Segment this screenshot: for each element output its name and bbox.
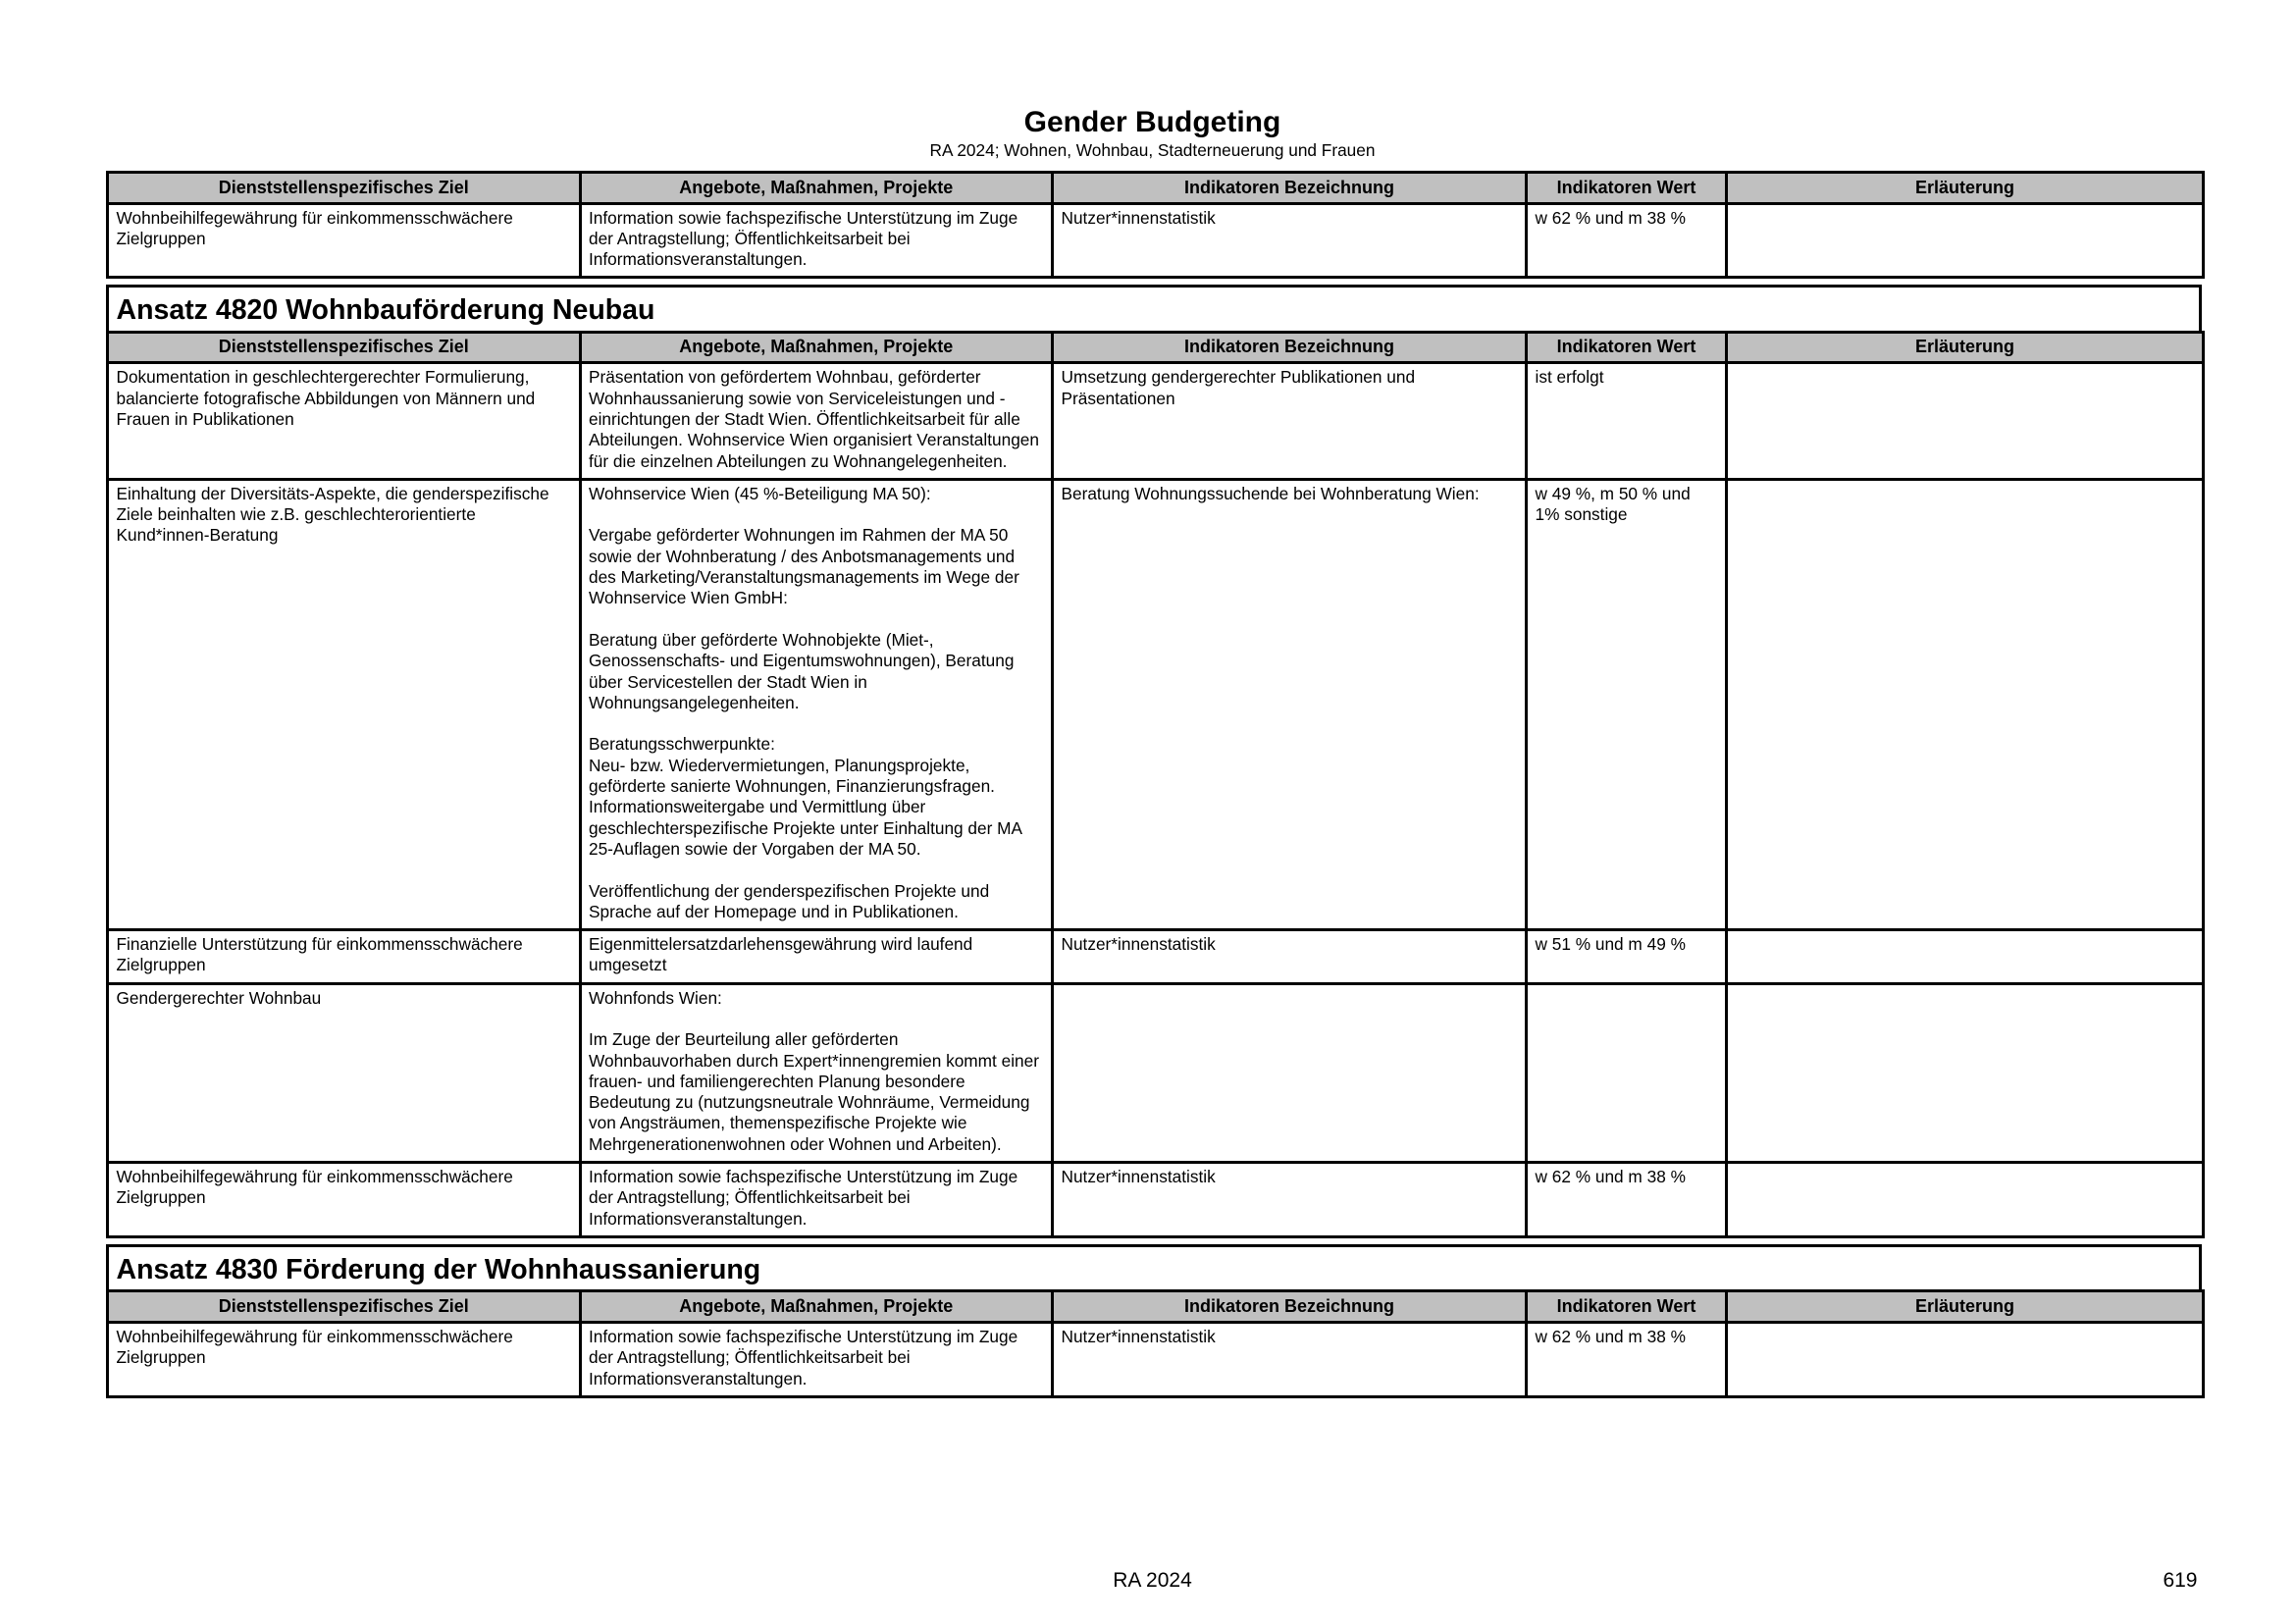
cell-massnahmen: Information sowie fachspezifische Unterstützung im Zuge der Antragstellung; Öffentlichkeitsarbeit bei Informationsveranstaltungen.: [580, 203, 1053, 278]
col-header-indikator-wert: Indikatoren Wert: [1527, 1291, 1727, 1323]
table-ansatz-4830: [106, 1289, 2205, 1397]
col-header-ziel: Dienststellenspezifisches Ziel: [108, 173, 581, 204]
section-ansatz-4830: [106, 1244, 2202, 1398]
col-header-erlaeuterung: Erläuterung: [1727, 332, 2204, 363]
section-title: Ansatz 4830 Förderung der Wohnhaussanierung: [106, 1244, 2202, 1290]
section-title: Ansatz 4820 Wohnbauförderung Neubau: [106, 285, 2202, 331]
col-header-erlaeuterung: Erläuterung: [1727, 1291, 2204, 1323]
table-top: [106, 171, 2205, 279]
cell-erlaeuterung: [1727, 983, 2204, 1162]
section-ansatz-4820: [106, 285, 2202, 1238]
cell-indikator-bezeichnung: [1053, 983, 1527, 1162]
table-row: [108, 1322, 2204, 1396]
page-header: [0, 106, 2295, 161]
cell-erlaeuterung: [1727, 479, 2204, 929]
cell-indikator-wert: w 51 % und m 49 %: [1527, 930, 1727, 984]
col-header-indikator-bezeichnung: Indikatoren Bezeichnung: [1053, 332, 1527, 363]
col-header-massnahmen: Angebote, Maßnahmen, Projekte: [580, 332, 1053, 363]
cell-massnahmen: Präsentation von gefördertem Wohnbau, geförderter Wohnhaussanierung sowie von Serviceleistungen und -einrichtungen der Stadt Wien. Öffentlichkeitsarbeit für alle Abteilungen. Wohnservice Wien organisiert Veranstaltungen für die einzelnen Abteilungen zu Wohnangelegenheiten.: [580, 363, 1053, 479]
cell-erlaeuterung: [1727, 363, 2204, 479]
cell-massnahmen: Information sowie fachspezifische Unterstützung im Zuge der Antragstellung; Öffentlichkeitsarbeit bei Informationsveranstaltungen.: [580, 1322, 1053, 1396]
col-header-indikator-bezeichnung: Indikatoren Bezeichnung: [1053, 1291, 1527, 1323]
table-row: [108, 363, 2204, 479]
cell-ziel: Wohnbeihilfegewährung für einkommensschwächere Zielgruppen: [108, 203, 581, 278]
table-header-row: [108, 332, 2204, 363]
table-row: [108, 1163, 2204, 1237]
cell-indikator-wert: w 49 %, m 50 % und 1% sonstige: [1527, 479, 1727, 929]
cell-indikator-wert: w 62 % und m 38 %: [1527, 1322, 1727, 1396]
page-subtitle: RA 2024; Wohnen, Wohnbau, Stadterneuerung und Frauen: [929, 139, 1376, 160]
table-row: [108, 203, 2204, 278]
col-header-ziel: Dienststellenspezifisches Ziel: [108, 332, 581, 363]
cell-ziel: Finanzielle Unterstützung für einkommensschwächere Zielgruppen: [108, 930, 581, 984]
cell-indikator-wert: ist erfolgt: [1527, 363, 1727, 479]
col-header-indikator-wert: Indikatoren Wert: [1527, 332, 1727, 363]
page-number: 619: [2163, 1569, 2198, 1592]
col-header-massnahmen: Angebote, Maßnahmen, Projekte: [580, 1291, 1053, 1323]
cell-indikator-wert: w 62 % und m 38 %: [1527, 1163, 1727, 1237]
cell-massnahmen: Eigenmittelersatzdarlehensgewährung wird laufend umgesetzt: [580, 930, 1053, 984]
col-header-indikator-wert: Indikatoren Wert: [1527, 173, 1727, 204]
col-header-indikator-bezeichnung: Indikatoren Bezeichnung: [1053, 173, 1527, 204]
cell-indikator-bezeichnung: Nutzer*innenstatistik: [1053, 1163, 1527, 1237]
cell-ziel: Einhaltung der Diversitäts-Aspekte, die genderspezifische Ziele beinhalten wie z.B. geschlechterorientierte Kund*innen-Beratung: [108, 479, 581, 929]
cell-ziel: Dokumentation in geschlechtergerechter Formulierung, balancierte fotografische Abbildungen von Männern und Frauen in Publikationen: [108, 363, 581, 479]
cell-erlaeuterung: [1727, 1322, 2204, 1396]
table-ansatz-4820: [106, 331, 2205, 1238]
table-row: [108, 930, 2204, 984]
footer-document-label: RA 2024: [1113, 1569, 1192, 1592]
cell-ziel: Gendergerechter Wohnbau: [108, 983, 581, 1162]
col-header-erlaeuterung: Erläuterung: [1727, 173, 2204, 204]
cell-erlaeuterung: [1727, 930, 2204, 984]
cell-erlaeuterung: [1727, 1163, 2204, 1237]
cell-ziel: Wohnbeihilfegewährung für einkommensschwächere Zielgruppen: [108, 1322, 581, 1396]
cell-indikator-bezeichnung: Nutzer*innenstatistik: [1053, 1322, 1527, 1396]
col-header-ziel: Dienststellenspezifisches Ziel: [108, 1291, 581, 1323]
table-row: [108, 983, 2204, 1162]
gender-budgeting-tables: [106, 171, 2202, 1398]
cell-indikator-bezeichnung: Beratung Wohnungssuchende bei Wohnberatung Wien:: [1053, 479, 1527, 929]
cell-indikator-bezeichnung: Umsetzung gendergerechter Publikationen und Präsentationen: [1053, 363, 1527, 479]
cell-erlaeuterung: [1727, 203, 2204, 278]
cell-indikator-wert: w 62 % und m 38 %: [1527, 203, 1727, 278]
table-header-row: [108, 1291, 2204, 1323]
table-header-row: [108, 173, 2204, 204]
cell-ziel: Wohnbeihilfegewährung für einkommensschwächere Zielgruppen: [108, 1163, 581, 1237]
table-row: [108, 479, 2204, 929]
cell-indikator-wert: [1527, 983, 1727, 1162]
col-header-massnahmen: Angebote, Maßnahmen, Projekte: [580, 173, 1053, 204]
cell-indikator-bezeichnung: Nutzer*innenstatistik: [1053, 930, 1527, 984]
cell-massnahmen: Wohnservice Wien (45 %-Beteiligung MA 50): Vergabe geförderter Wohnungen im Rahmen der MA 50 sowie der Wohnberatung / des Anbotsmanagements und des Marketing/Veranstaltungsmanagements im Wege der Wohnservice Wien GmbH: Beratung über geförderte Wohnobjekte (Miet-, Genossenschafts- und Eigentumswohnungen), Beratung über Servicestellen der Stadt Wien in Wohnungsangelegenheiten. Beratungsschwerpunkte: Neu- bzw. Wiedervermietungen, Planungsprojekte, geförderte sanierte Wohnungen, Finanzierungsfragen. Informationsweitergabe und Vermittlung über geschlechterspezifische Projekte unter Einhaltung der MA 25-Auflagen sowie der Vorgaben der MA 50. Veröffentlichung der genderspezifischen Projekte und Sprache auf der Homepage und in Publikationen.: [580, 479, 1053, 929]
page-title: Gender Budgeting: [1023, 106, 1281, 138]
cell-indikator-bezeichnung: Nutzer*innenstatistik: [1053, 203, 1527, 278]
cell-massnahmen: Wohnfonds Wien: Im Zuge der Beurteilung aller geförderten Wohnbauvorhaben durch Expert*innengremien kommt einer frauen- und familiengerechten Planung besondere Bedeutung zu (nutzungsneutrale Wohnräume, Vermeidung von Angsträumen, themenspezifische Projekte wie Mehrgenerationenwohnen oder Wohnen und Arbeiten).: [580, 983, 1053, 1162]
cell-massnahmen: Information sowie fachspezifische Unterstützung im Zuge der Antragstellung; Öffentlichkeitsarbeit bei Informationsveranstaltungen.: [580, 1163, 1053, 1237]
